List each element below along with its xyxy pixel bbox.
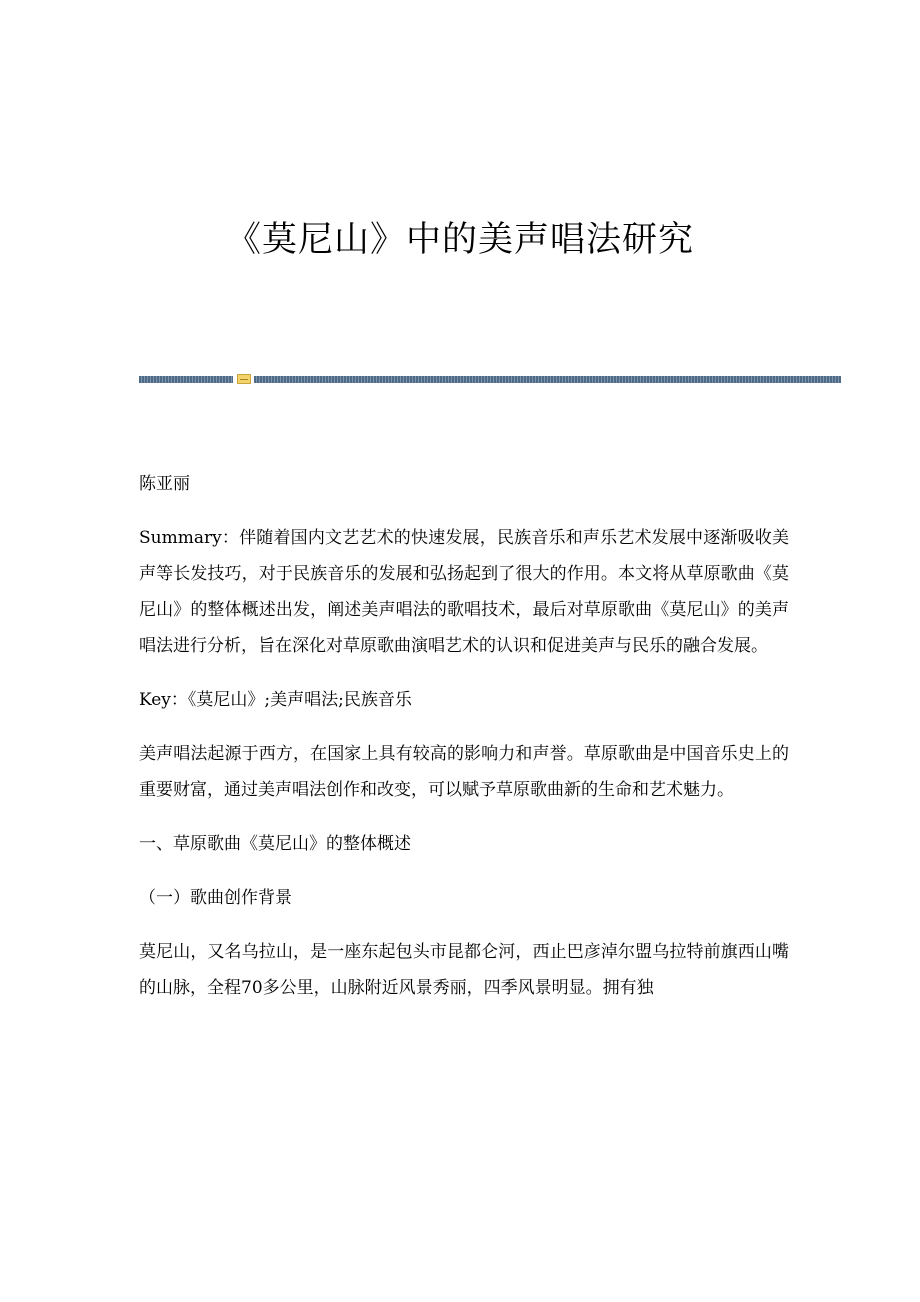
divider-bar-right bbox=[254, 376, 841, 383]
section-heading: 一、草原歌曲《莫尼山》的整体概述 bbox=[139, 834, 411, 854]
divider-bar-left bbox=[139, 376, 233, 383]
intro-paragraph: 美声唱法起源于西方，在国家上具有较高的影响力和声誉。草原歌曲是中国音乐史上的重要财富，通过美声唱法创作和改变，可以赋予草原歌曲新的生命和艺术魅力。 bbox=[139, 744, 789, 800]
document-body bbox=[139, 466, 789, 1024]
subsection-heading: （一）歌曲创作背景 bbox=[139, 888, 292, 908]
divider-ornament-icon bbox=[237, 374, 251, 384]
summary-paragraph: Summary：伴随着国内文艺艺术的快速发展，民族音乐和声乐艺术发展中逐渐吸收美声等长发技巧，对于民族音乐的发展和弘扬起到了很大的作用。本文将从草原歌曲《莫尼山》的整体概述出发，阐述美声唱法的歌唱技术，最后对草原歌曲《莫尼山》的美声唱法进行分析，旨在深化对草原歌曲演唱艺术的认识和促进美声与民乐的融合发展。 bbox=[139, 528, 789, 656]
document-title: 《莫尼山》中的美声唱法研究 bbox=[225, 220, 694, 260]
body-paragraph: 莫尼山，又名乌拉山，是一座东起包头市昆都仑河，西止巴彦淖尔盟乌拉特前旗西山嘴的山脉，全程70多公里，山脉附近风景秀丽，四季风景明显。拥有独 bbox=[139, 942, 789, 998]
author-name: 陈亚丽 bbox=[139, 474, 190, 494]
title-divider bbox=[139, 374, 841, 384]
keywords-line: Key：《莫尼山》;美声唱法;民族音乐 bbox=[139, 690, 412, 710]
